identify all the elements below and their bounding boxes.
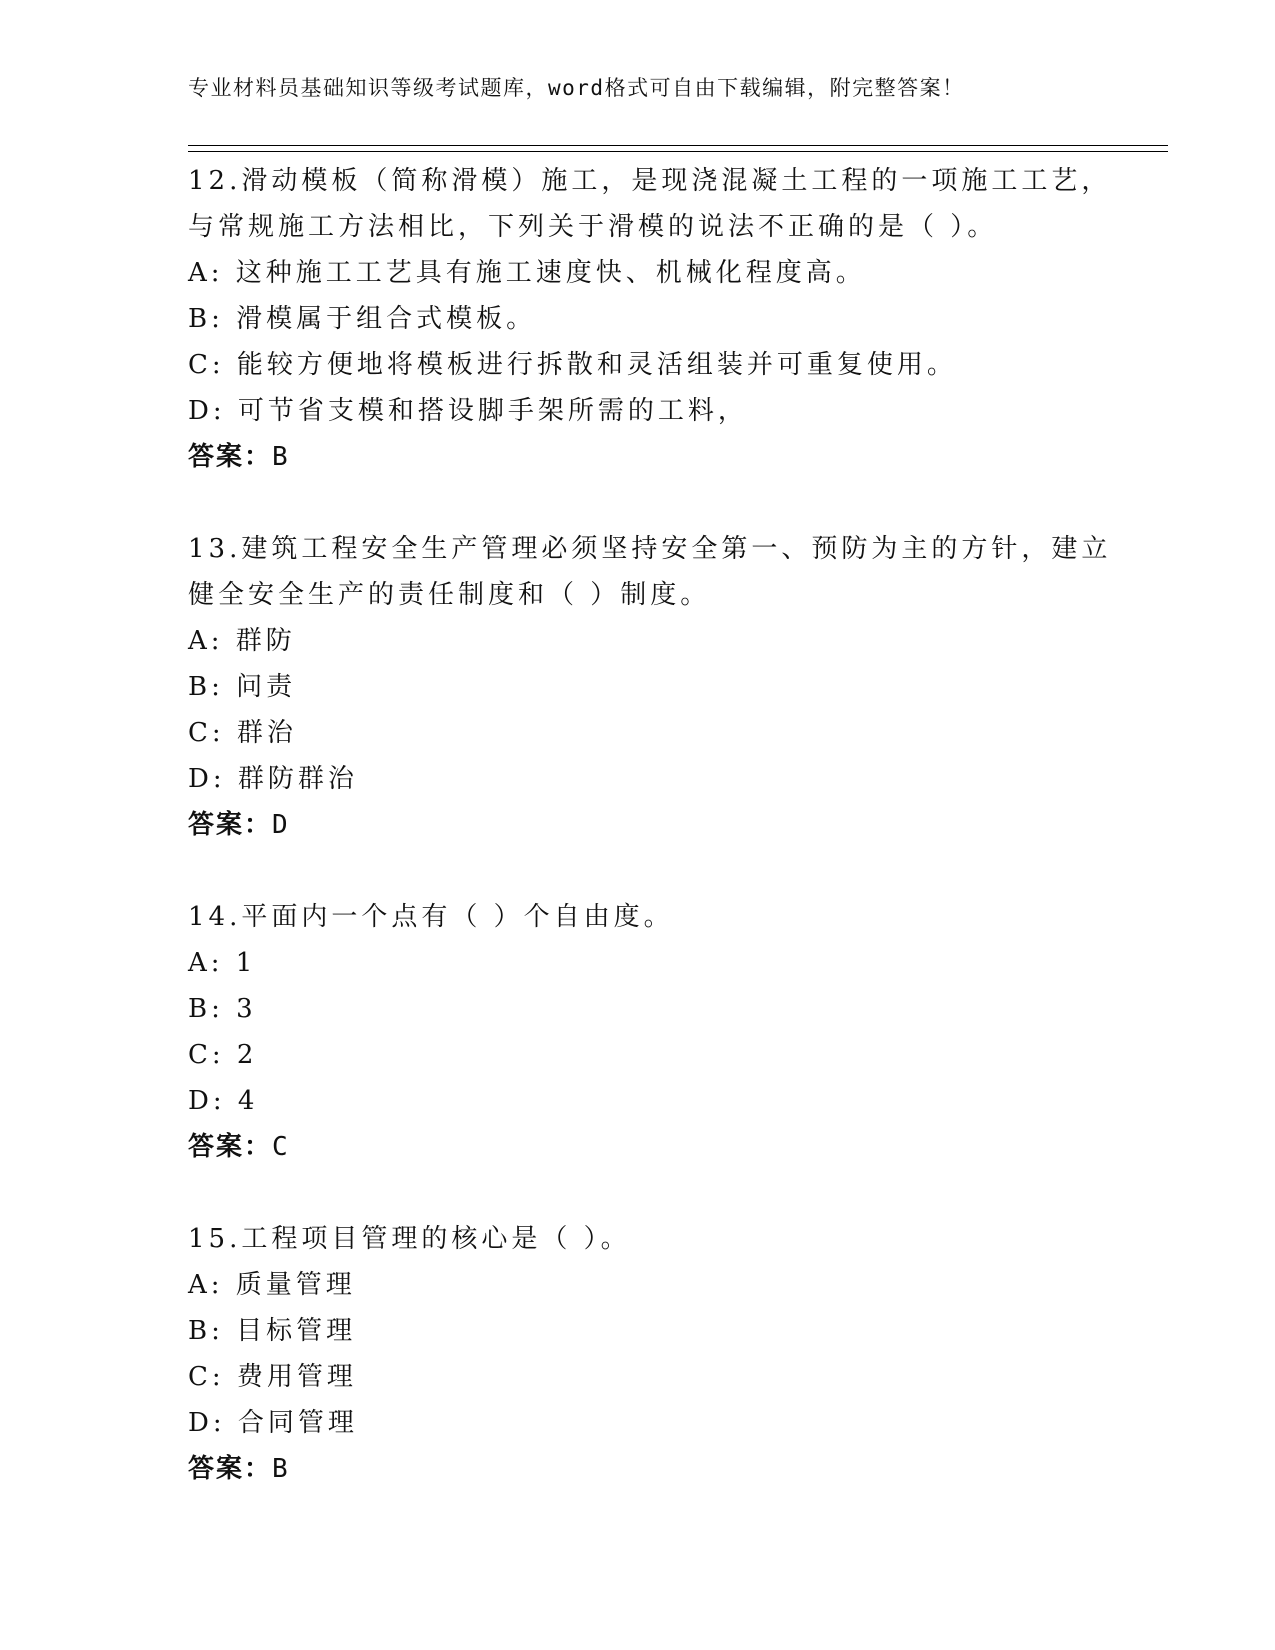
question-14: [188, 894, 1168, 1170]
option-c: C: 能较方便地将模板进行拆散和灵活组装并可重复使用。: [188, 350, 957, 380]
question-13: [188, 526, 1168, 848]
question-stem: 14.平面内一个点有（ ）个自由度。: [188, 902, 674, 932]
option-c: C: 群治: [188, 718, 297, 748]
header-rule-bottom: [188, 151, 1168, 152]
question-stem: 15.工程项目管理的核心是（ ）。: [188, 1224, 631, 1254]
answer-label: 答案：: [188, 1132, 273, 1162]
answer-value: D: [272, 810, 288, 840]
option-b: B: 滑模属于组合式模板。: [188, 304, 537, 334]
answer-value: C: [272, 1132, 288, 1162]
question-15: [188, 1216, 1168, 1492]
option-a: A: 这种施工工艺具有施工速度快、机械化程度高。: [188, 258, 866, 288]
question-stem: 健全安全生产的责任制度和（ ）制度。: [188, 580, 711, 610]
option-b: B: 3: [188, 994, 257, 1024]
question-12: [188, 158, 1168, 480]
option-b: B: 问责: [188, 672, 297, 702]
question-list: [188, 158, 1168, 1538]
page-header: 专业材料员基础知识等级考试题库，word格式可自由下载编辑，附完整答案！: [188, 76, 965, 100]
question-stem: 与常规施工方法相比，下列关于滑模的说法不正确的是（ ）。: [188, 212, 998, 242]
option-c: C: 费用管理: [188, 1362, 357, 1392]
question-stem: 13.建筑工程安全生产管理必须坚持安全第一、预防为主的方针，建立: [188, 534, 1112, 564]
answer: [188, 1446, 1168, 1492]
answer: [188, 1124, 1168, 1170]
question-stem: 12.滑动模板（简称滑模）施工，是现浇混凝土工程的一项施工工艺，: [188, 166, 1112, 196]
option-a: A: 1: [188, 948, 257, 978]
answer-label: 答案：: [188, 810, 273, 840]
option-d: D: 群防群治: [188, 764, 358, 794]
option-d: D: 合同管理: [188, 1408, 358, 1438]
answer-label: 答案：: [188, 1454, 273, 1484]
header-rule-top: [188, 145, 1168, 146]
option-a: A: 群防: [188, 626, 296, 656]
option-b: B: 目标管理: [188, 1316, 357, 1346]
option-c: C: 2: [188, 1040, 258, 1070]
answer-value: B: [272, 1454, 288, 1484]
option-d: D: 4: [188, 1086, 259, 1116]
option-a: A: 质量管理: [188, 1270, 356, 1300]
answer: [188, 802, 1168, 848]
answer: [188, 434, 1168, 480]
option-d: D: 可节省支模和搭设脚手架所需的工料，: [188, 396, 748, 426]
answer-label: 答案：: [188, 442, 273, 472]
answer-value: B: [272, 442, 288, 472]
